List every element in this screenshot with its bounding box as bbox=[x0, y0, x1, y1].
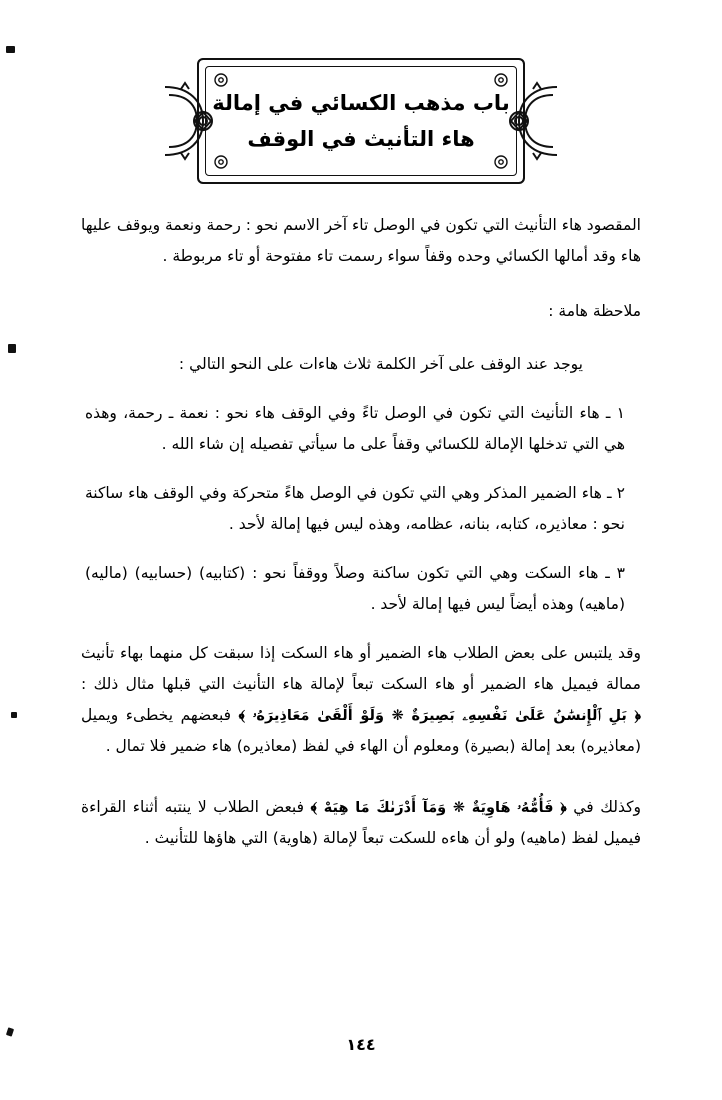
list-item-1: ١ ـ هاء التأنيث التي تكون في الوصل تاءً وفي الوقف هاء نحو : نعمة ـ رحمة، وهذه هي التي تدخلها الإمالة للكسائي وقفاً على ما سيأتي تفصيله إن شاء الله . bbox=[85, 404, 625, 453]
likewise-tail-text: فبعض الطلاب لا ينتبه أثناء القراءة فيميل لفظ (ماهيه) ولو أن هاءه للسكت تبعاً لإمالة (هاوية) التي هاؤها للتأنيث . bbox=[81, 798, 641, 847]
note-heading: ملاحظة هامة : bbox=[548, 302, 641, 320]
paragraph-confusion-a bbox=[81, 638, 641, 762]
quran-quote-1: ﴿ بَلِ ٱلْإِنسَٰنُ عَلَىٰ نَفْسِهِۦ بَصِيرَةٌ ❋ وَلَوْ أَلْقَىٰ مَعَاذِيرَهُۥ ﴾ bbox=[238, 708, 641, 724]
scan-artifact-mark bbox=[6, 46, 15, 53]
paragraph-intro: المقصود هاء التأنيث التي تكون في الوصل تاء آخر الاسم نحو : رحمة ونعمة ويوقف عليها هاء وقد أمالها الكسائي وحده وقفاً سواء رسمت تاء مفتوحة أو تاء مربوطة . bbox=[81, 216, 641, 265]
confusion-a-text: وقد يلتبس على بعض الطلاب هاء الضمير أو هاء السكت إذا سبقت كل منهما بهاء تأنيث ممالة فيميل هاء الضمير أو هاء السكت تبعاً لإمالة هاء التأنيث التي قبلها مثال ذلك : bbox=[81, 644, 641, 693]
scan-artifact-mark bbox=[8, 344, 16, 353]
chapter-title-line-2: هاء التأنيث في الوقف bbox=[247, 127, 475, 151]
page-title bbox=[212, 58, 510, 184]
likewise-prefix-text: وكذلك في bbox=[573, 798, 641, 816]
scan-artifact-mark bbox=[11, 712, 17, 718]
confusion-a-tail-text: فبعضهم يخطىء ويميل (معاذيره) بعد إمالة (بصيرة) ومعلوم أن الهاء في لفظ (معاذيره) هاء ضمير فلا تمال . bbox=[81, 706, 641, 755]
quran-quote-2: ﴿ فَأُمُّهُۥ هَاوِيَةٌ ❋ وَمَآ أَدْرَىٰكَ مَا هِيَهْ ﴾ bbox=[310, 800, 567, 816]
chapter-title-line-1: باب مذهب الكسائي في إمالة bbox=[212, 90, 510, 115]
body-text bbox=[81, 184, 641, 854]
paragraph-rule-intro: يوجد عند الوقف على آخر الكلمة ثلاث هاءات على النحو التالي : bbox=[178, 355, 583, 373]
list-item-3: ٣ ـ هاء السكت وهي التي تكون ساكنة وصلاً ووقفاً نحو : (كتابيه) (حسابيه) (ماليه) (ماهيه) وهذه أيضاً ليس فيها إمالة لأحد . bbox=[85, 564, 625, 613]
paragraph-likewise bbox=[81, 792, 641, 854]
page-number: ١٤٤ bbox=[346, 1035, 376, 1054]
chapter-title-block bbox=[161, 0, 561, 184]
list-item-2: ٢ ـ هاء الضمير المذكر وهي التي تكون في الوصل هاءً متحركة وفي الوقف هاء ساكنة نحو : معاذيره، كتابه، بنانه، عظامه، وهذه ليس فيها إمالة لأحد . bbox=[85, 484, 625, 533]
ornamental-frame bbox=[175, 58, 547, 184]
